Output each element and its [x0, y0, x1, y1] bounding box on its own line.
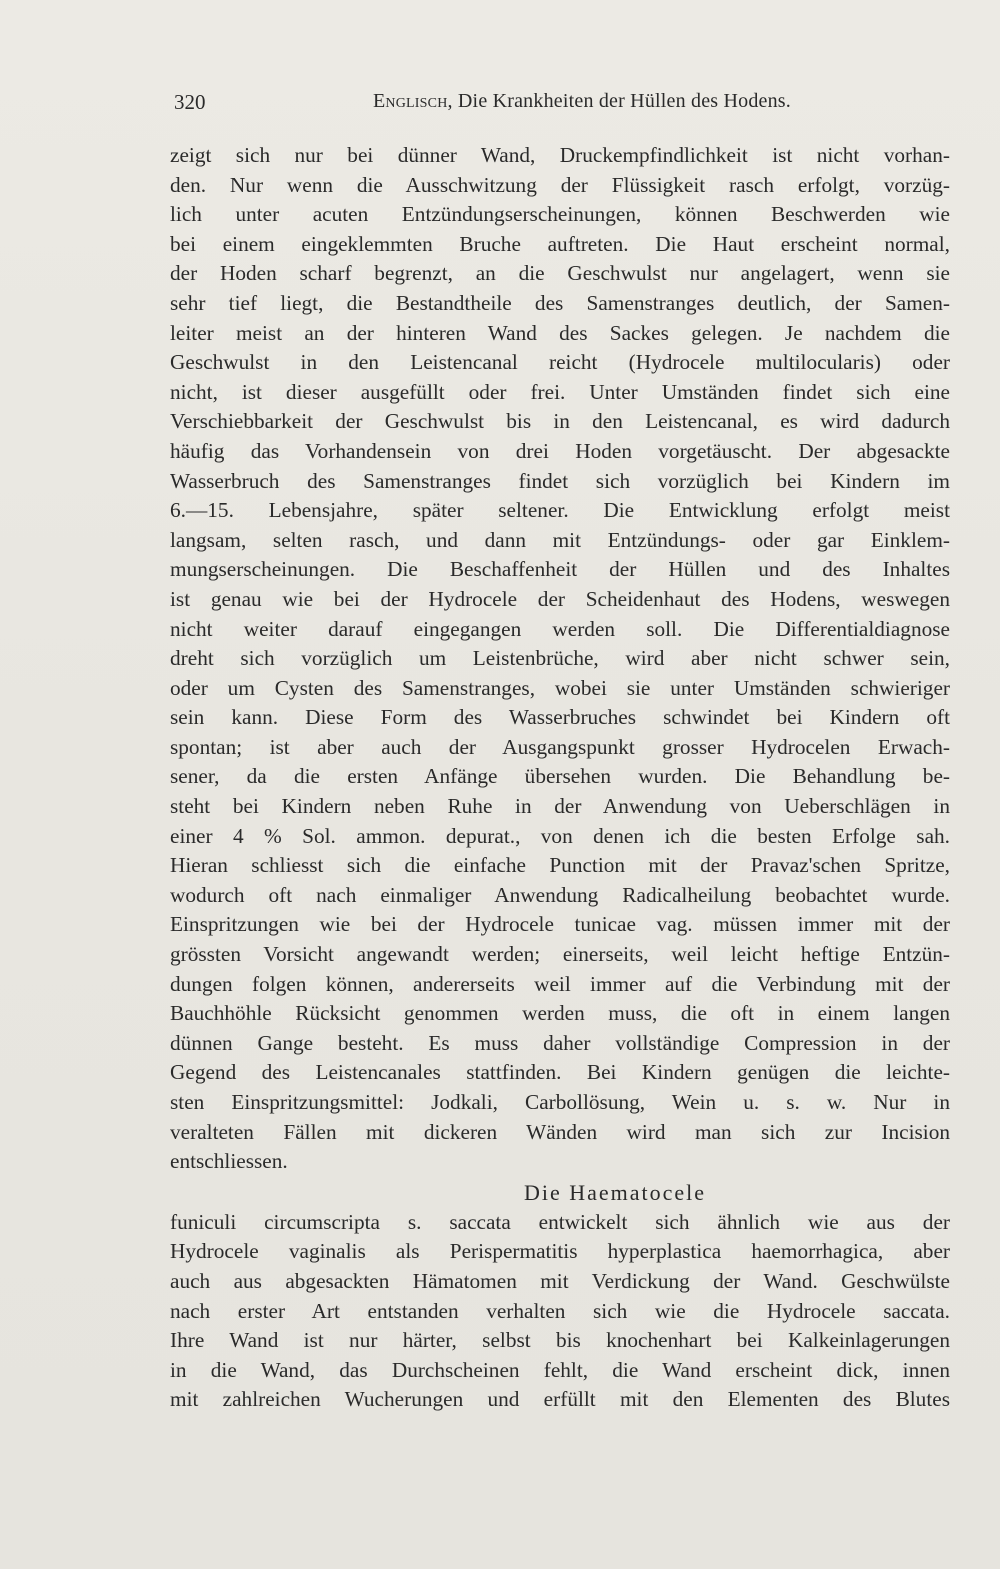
paragraph-block-1: [170, 141, 950, 1177]
text-line: auch aus abgesackten Hämatomen mit Verdickung der Wand. Geschwülste: [170, 1268, 950, 1293]
text-line: sein kann. Diese Form des Wasserbruches schwindet bei Kindern oft: [170, 705, 950, 730]
text-line: den. Nur wenn die Ausschwitzung der Flüssigkeit rasch erfolgt, vorzüg-: [170, 172, 950, 197]
text-line: bei einem eingeklemmten Bruche auftreten. Die Haut erscheint normal,: [170, 231, 950, 256]
text-line: veralteten Fällen mit dickeren Wänden wird man sich zur Incision: [170, 1119, 950, 1144]
text-line: grössten Vorsicht angewandt werden; einerseits, weil leicht heftige Entzün-: [170, 942, 950, 967]
text-line: langsam, selten rasch, und dann mit Entzündungs- oder gar Einklem-: [170, 527, 950, 552]
running-head: [174, 90, 950, 113]
text-line: mit zahlreichen Wucherungen und erfüllt mit den Elementen des Blutes: [170, 1387, 950, 1412]
text-line: funiculi circumscripta s. saccata entwickelt sich ähnlich wie aus der: [170, 1209, 950, 1234]
text-line: der Hoden scharf begrenzt, an die Geschwulst nur angelagert, wenn sie: [170, 261, 950, 286]
text-line: dünnen Gange besteht. Es muss daher vollständige Compression in der: [170, 1030, 950, 1055]
text-line: spontan; ist aber auch der Ausgangspunkt grosser Hydrocelen Erwach-: [170, 734, 950, 759]
text-line: ist genau wie bei der Hydrocele der Scheidenhaut des Hodens, weswegen: [170, 586, 950, 611]
text-line: nicht, ist dieser ausgefüllt oder frei. Unter Umständen findet sich eine: [170, 379, 950, 404]
text-line: Hydrocele vaginalis als Perispermatitis hyperplastica haemorrhagica, aber: [170, 1239, 950, 1264]
text-line: dungen folgen können, andererseits weil immer auf die Verbindung mit der: [170, 971, 950, 996]
text-line: dreht sich vorzüglich um Leistenbrüche, wird aber nicht schwer sein,: [170, 646, 950, 671]
running-head-title: , Die Krankheiten der Hüllen des Hodens.: [447, 90, 791, 112]
text-line: Hieran schliesst sich die einfache Punction mit der Pravaz'schen Spritze,: [170, 853, 950, 878]
text-line: sten Einspritzungsmittel: Jodkali, Carbollösung, Wein u. s. w. Nur in: [170, 1090, 950, 1114]
text-line: Wasserbruch des Samenstranges findet sich vorzüglich bei Kindern im: [170, 468, 950, 493]
text-line: Bauchhöhle Rücksicht genommen werden muss, die oft in einem langen: [170, 1001, 950, 1026]
text-line: 6.—15. Lebensjahre, später seltener. Die Entwicklung erfolgt meist: [170, 498, 950, 523]
text-line: wodurch oft nach einmaliger Anwendung Radicalheilung beobachtet wurde.: [170, 882, 950, 907]
text-line: lich unter acuten Entzündungserscheinungen, können Beschwerden wie: [170, 202, 950, 227]
paragraph-block-2: [170, 1208, 950, 1415]
text-line: sehr tief liegt, die Bestandtheile des Samenstranges deutlich, der Samen-: [170, 290, 950, 315]
text-line: nach erster Art entstanden verhalten sich wie die Hydrocele saccata.: [170, 1298, 950, 1323]
text-line: entschliessen.: [170, 1149, 288, 1174]
text-line: Verschiebbarkeit der Geschwulst bis in den Leistencanal, es wird dadurch: [170, 409, 950, 434]
text-line: Einspritzungen wie bei der Hydrocele tunicae vag. müssen immer mit der: [170, 912, 950, 937]
text-line: mungserscheinungen. Die Beschaffenheit der Hüllen und des Inhaltes: [170, 557, 950, 582]
section-heading: Die Haematocele: [523, 1179, 707, 1205]
text-line: steht bei Kindern neben Ruhe in der Anwendung von Ueberschlägen in: [170, 794, 950, 819]
text-line: Gegend des Leistencanales stattfinden. Bei Kindern genügen die leichte-: [170, 1060, 950, 1085]
text-line: häufig das Vorhandensein von drei Hoden vorgetäuscht. Der abgesackte: [170, 438, 950, 463]
text-line: Geschwulst in den Leistencanal reicht (Hydrocele multilocularis) oder: [170, 350, 950, 375]
text-line: oder um Cysten des Samenstranges, wobei sie unter Umständen schwieriger: [170, 675, 950, 700]
text-line: zeigt sich nur bei dünner Wand, Druckempfindlichkeit ist nicht vorhan-: [170, 143, 950, 167]
text-line: sener, da die ersten Anfänge übersehen wurden. Die Behandlung be-: [170, 764, 950, 789]
page-number: 320: [174, 90, 206, 114]
text-line: in die Wand, das Durchscheinen fehlt, die Wand erscheint dick, innen: [170, 1357, 950, 1382]
running-head-author: Englisch: [373, 90, 448, 112]
text-line: einer 4 % Sol. ammon. depurat., von denen ich die besten Erfolge sah.: [170, 823, 950, 848]
text-line: Ihre Wand ist nur härter, selbst bis knochenhart bei Kalkeinlagerungen: [170, 1328, 950, 1353]
text-line: nicht weiter darauf eingegangen werden soll. Die Differentialdiagnose: [170, 616, 950, 641]
page-header: [174, 90, 950, 120]
text-line: leiter meist an der hinteren Wand des Sackes gelegen. Je nachdem die: [170, 320, 950, 345]
body-text: [170, 141, 950, 1415]
